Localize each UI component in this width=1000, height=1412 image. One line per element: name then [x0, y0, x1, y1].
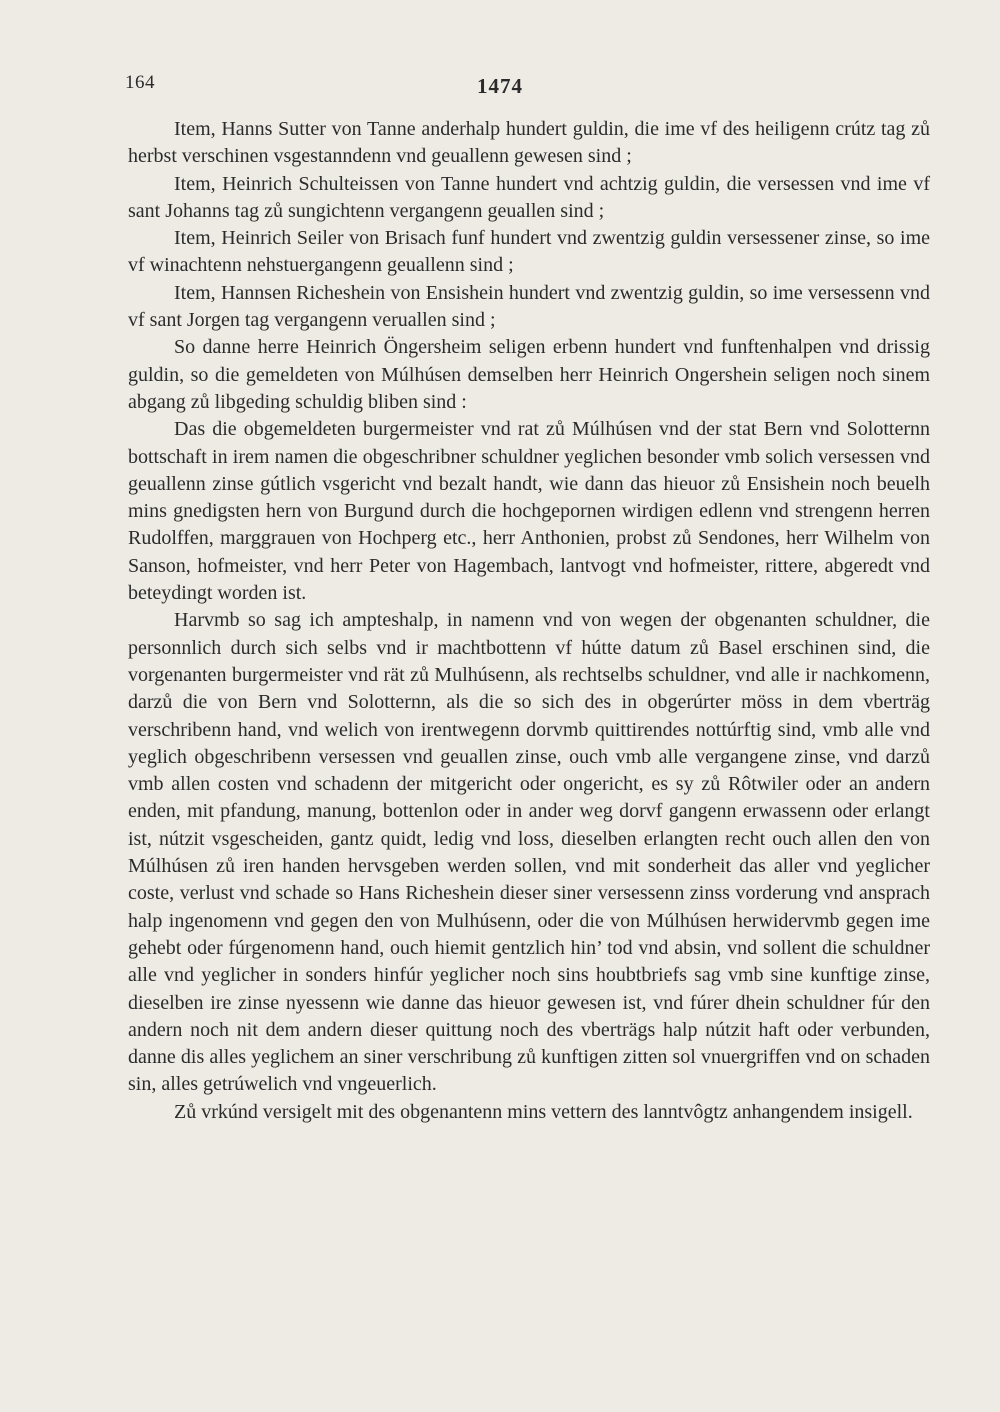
page-number: 164	[125, 72, 155, 93]
paragraph-vrkund: Zů vrkúnd versigelt mit des obgenantenn mins vettern des lanntvôgtz anhangendem insigell.	[174, 1100, 913, 1123]
paragraph-item-heinrich-seiler: Item, Heinrich Seiler von Brisach funf hundert vnd zwentzig guldin versessener zinse, so ime vf winachtenn nehstuergangenn geuallenn sind ;	[128, 227, 930, 277]
paragraph-heinrich-ongersheim: So danne herre Heinrich Öngersheim seligen erbenn hundert vnd funftenhalpen vnd drissig guldin, so die gemeldeten von Múlhúsen demselben herr Heinrich Ongershein seligen noch sinem abgang zů libgeding schuldig bliben sind :	[128, 336, 930, 413]
running-head-year: 1474	[477, 74, 523, 98]
paragraph-item-hanns-sutter: Item, Hanns Sutter von Tanne anderhalp hundert guldin, die ime vf des heiligenn crútz tag zů herbst verschinen vsgestanndenn vnd geuallenn gewesen sind ;	[128, 118, 930, 168]
body-text	[128, 116, 930, 1126]
paragraph-harvmb: Harvmb so sag ich ampteshalp, in namenn vnd von wegen der obgenanten schuldner, die personnlich durch sich selbs vnd ir machtbottenn vf hútte datum zů Basel erschinen sind, die vorgenanten burgermeister vnd rät zů Mulhúsenn, als rechtselbs schuldner, vnd alle ir nachkomenn, darzů die von Bern vnd Solotternn, als die so sich des in obgerúrter möss in dem vberträg verschribenn hand, vnd welich von irentwegenn dorvmb quittirendes nottúrftig sind, vmb alle vnd yeglich obgeschribenn versessen vnd geuallen zinse, ouch vmb alle vergangene zinse, vnd darzů vmb allen costen vnd schadenn der mitgericht oder ongericht, es sy zů Rôtwiler oder an andern enden, mit pfandung, manung, bottenlon oder in ander weg dorvf gangenn erwassenn oder erlangt ist, nútzit vsgescheiden, gantz quidt, ledig vnd loss, dieselben erlangten recht ouch allen den von Múlhúsen zů iren handen hervsgeben werden sollen, vnd mit sonderheit das aller vnd yeglicher coste, verlust vnd schade so Hans Richeshein dieser siner versessenn zinss vorderung vnd ansprach halp ingenomenn vnd gegen den von Mulhúsenn, oder die von Múlhúsen herwidervmb gegen ime gehebt oder fúrgenomenn hand, ouch hiemit gentzlich hin’ tod vnd absin, vnd sollent die schuldner alle vnd yeglicher in sonders hinfúr yeglicher noch sins houbtbriefs sag vmb sine kunftige zinse, dieselben ire zinse nyessenn wie danne das hieuor gewesen ist, vnd fúrer dhein schuldner fúr den andern noch nit dem andern dieser quittung noch des vberträgs halp nútzit haft oder verbunden, danne dis alles yeglichem an siner verschribung zů kunftigen zitten sol vnuergriffen vnd on schaden sin, alles getrúwelich vnd vngeuerlich.	[128, 609, 930, 1096]
paragraph-item-hannsen-richeshein: Item, Hannsen Richeshein von Ensishein hundert vnd zwentzig guldin, so ime versessenn vnd vf sant Jorgen tag vergangenn veruallen sind ;	[128, 281, 930, 332]
paragraph-das-die-obgemeldeten: Das die obgemeldeten burgermeister vnd rat zů Múlhúsen vnd der stat Bern vnd Solotternn bottschaft in irem namen die obgeschribner schuldner yeglichen besonder vmb solich versessen vnd geuallenn zinse gútlich vsgericht vnd bezalt handt, wie dann das hieuor zů Ensishein noch beuelh mins gnedigsten hern von Burgund durch die hochgepornen wirdigen edlenn vnd strengenn herren Rudolffen, marggrauen von Hochperg etc., herr Anthonien, probst zů Sendones, herr Wilhelm von Sanson, hofmeister, vnd herr Peter von Hagembach, lantvogt vnd hofmeister, rittere, abgeredt vnd beteydingt worden ist.	[128, 418, 930, 605]
paragraph-item-heinrich-schulteissen: Item, Heinrich Schulteissen von Tanne hundert vnd achtzig guldin, die versessen vnd ime vf sant Johanns tag zů sungichtenn vergangenn geuallen sind ;	[128, 172, 930, 222]
